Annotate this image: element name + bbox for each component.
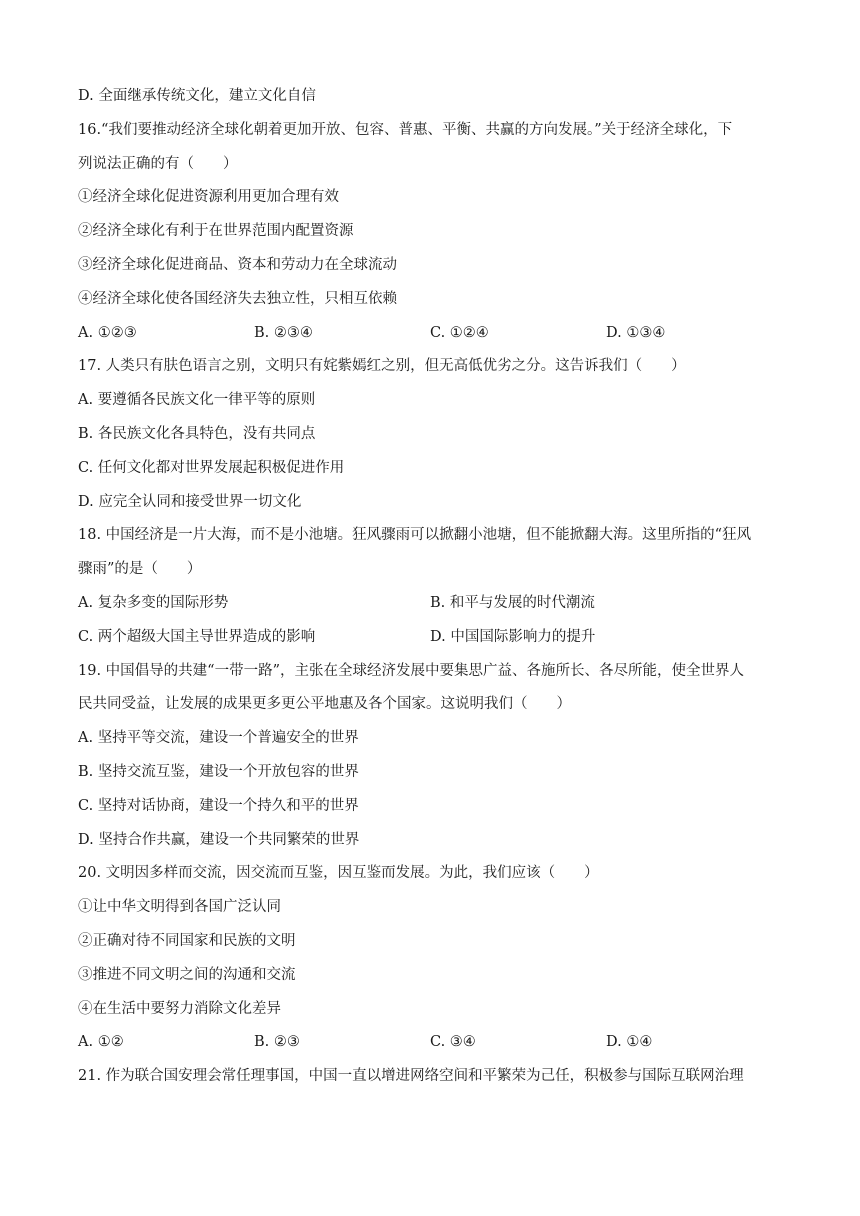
q20-item-4: ④在生活中要努力消除文化差异: [78, 1000, 281, 1017]
q18-option-d: D. 中国国际影响力的提升: [430, 628, 596, 645]
q16-option-b: B. ②③④: [254, 324, 313, 341]
q19-option-d: D. 坚持合作共赢，建设一个共同繁荣的世界: [78, 831, 360, 848]
q20-option-b: B. ②③: [254, 1034, 300, 1051]
q20-option-c: C. ③④: [430, 1034, 476, 1051]
q20-stem: 20. 文明因多样而交流，因交流而互鉴，因互鉴而发展。为此，我们应该（ ）: [78, 865, 599, 882]
q17-option-c: C. 任何文化都对世界发展起积极促进作用: [78, 459, 345, 476]
q20-item-3: ③推进不同文明之间的沟通和交流: [78, 966, 296, 983]
q18-stem-line1: 18. 中国经济是一片大海，而不是小池塘。狂风骤雨可以掀翻小池塘，但不能掀翻大海。这里所指的“狂风: [78, 527, 752, 544]
q16-option-a: A. ①②③: [78, 324, 137, 341]
q16-option-d: D. ①③④: [606, 324, 666, 341]
q18-option-a: A. 复杂多变的国际形势: [78, 594, 229, 611]
q18-options-row2: [78, 625, 784, 649]
q16-item-4: ④经济全球化使各国经济失去独立性，只相互依赖: [78, 290, 397, 307]
q16-stem-line2: 列说法正确的有（ ）: [78, 155, 238, 172]
q20-option-a: A. ①②: [78, 1034, 124, 1051]
q17-option-a: A. 要遵循各民族文化一律平等的原则: [78, 392, 316, 409]
q16-stem-line1: 16.“我们要推动经济全球化朝着更加开放、包容、普惠、平衡、共赢的方向发展。”关于经济全球化，下: [78, 121, 733, 138]
exam-page: [78, 84, 784, 1098]
q20-item-2: ②正确对待不同国家和民族的文明: [78, 932, 296, 949]
q17-stem: 17. 人类只有肤色语言之别，文明只有姹紫嫣红之别，但无高低优劣之分。这告诉我们（ ）: [78, 358, 686, 375]
q19-option-c: C. 坚持对话协商，建设一个持久和平的世界: [78, 797, 359, 814]
q16-option-c: C. ①②④: [430, 324, 489, 341]
q21-stem-line1: 21. 作为联合国安理会常任理事国，中国一直以增进网络空间和平繁荣为己任，积极参与国际互联网治理: [78, 1068, 744, 1085]
q17-option-b: B. 各民族文化各具特色，没有共同点: [78, 425, 316, 442]
q16-item-1: ①经济全球化促进资源利用更加合理有效: [78, 189, 339, 206]
q16-options: [78, 321, 784, 345]
q18-stem-line2: 骤雨”的是（ ）: [78, 561, 202, 578]
q20-item-1: ①让中华文明得到各国广泛认同: [78, 899, 281, 916]
q18-options-row1: [78, 591, 784, 615]
q19-stem-line1: 19. 中国倡导的共建“一带一路”，主张在全球经济发展中要集思广益、各施所长、各尽所能，使全世界人: [78, 662, 744, 679]
q15-option-d: D. 全面继承传统文化，建立文化自信: [78, 88, 316, 104]
q18-option-b: B. 和平与发展的时代潮流: [430, 594, 595, 611]
q16-item-2: ②经济全球化有利于在世界范围内配置资源: [78, 223, 354, 240]
q20-option-d: D. ①④: [606, 1034, 653, 1051]
q17-option-d: D. 应完全认同和接受世界一切文化: [78, 493, 302, 510]
q18-option-c: C. 两个超级大国主导世界造成的影响: [78, 628, 316, 645]
q19-option-a: A. 坚持平等交流，建设一个普遍安全的世界: [78, 730, 359, 747]
q16-item-3: ③经济全球化促进商品、资本和劳动力在全球流动: [78, 256, 397, 273]
q19-option-b: B. 坚持交流互鉴，建设一个开放包容的世界: [78, 763, 359, 780]
q20-options: [78, 1030, 784, 1054]
q19-stem-line2: 民共同受益，让发展的成果更多更公平地惠及各个国家。这说明我们（ ）: [78, 696, 571, 713]
